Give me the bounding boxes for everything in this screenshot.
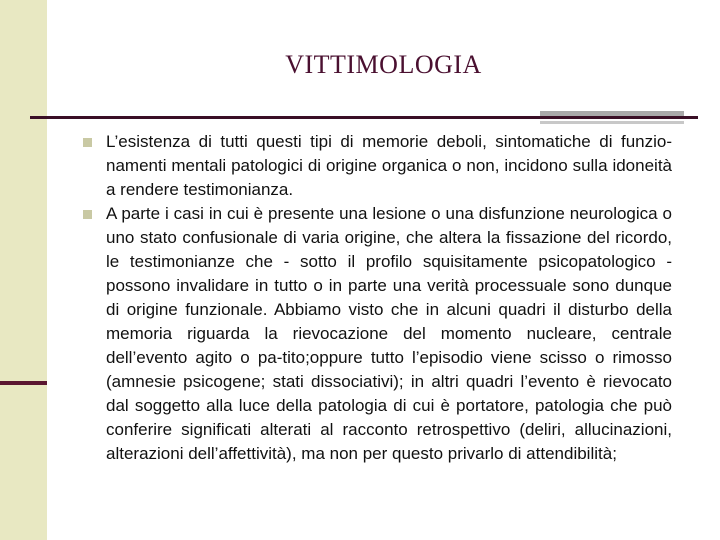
square-bullet-icon [83,138,92,147]
left-accent-bar [0,381,47,385]
bullet-text-2: A parte i casi in cui è presente una lesione o una disfunzione neurologica o uno stato confusionale di varia origine, che altera la fissazione del ricordo, le testimonianze che - sotto il profilo squisitamente psicopatologico - possono invalidare in tutto o in parte una verità processuale sono dunque di origine funzionale. Abbiamo visto che in alcuni quadri il disturbo della memoria riguarda la rievocazione del momento nucleare, centrale dell’evento agito o pa-tito;oppure tutto l’episodio viene scisso o rimosso (amnesie psicogene; stati dissociativi); in altri quadri l’evento è rievocato dal soggetto alla luce della patologia di cui è portatore, patologia che può conferire significati alterati al racconto retrospettivo (deliri, allucinazioni, alterazioni dell’affettività), ma non per questo privarlo di attendibilità; [106,204,672,463]
title-grey-rule-lower [540,121,684,124]
bullet-item-2 [82,202,672,466]
bullet-text-1: L’esistenza di tutti questi tipi di memorie deboli, sintomatiche di funzio-namenti mentali patologici di origine organica o non, incidono sulla idoneità a rendere testimonianza. [106,132,672,199]
left-decorative-band [0,0,47,540]
slide-body [82,130,672,466]
title-divider [30,116,698,119]
slide-title: VITTIMOLOGIA [285,50,482,79]
bullet-item-1 [82,130,672,202]
square-bullet-icon [83,210,92,219]
